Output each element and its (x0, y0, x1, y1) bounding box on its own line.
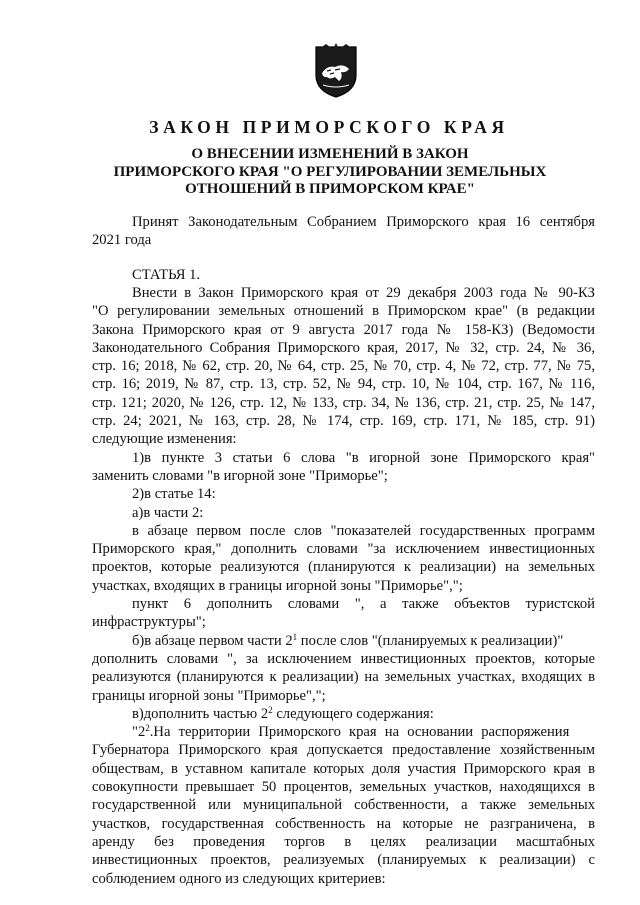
body-line: стр. 24; 2021, № 163, стр. 28, № 174, стр. 169, стр. 171, № 185, стр. 91) (92, 413, 595, 430)
body-line: 2)в статье 14: (132, 486, 216, 503)
body-line: государственной или муниципальной собственности, а также земельных (92, 797, 595, 814)
body-line: Губернатора Приморского края допускается предоставление хозяйственным (92, 742, 595, 759)
body-line: пункт 6 дополнить словами ", а также объектов туристской (132, 596, 595, 613)
body-line: а)в части 2: (132, 504, 204, 521)
body-line: инвестиционных проектов, реализуемых (планируемых к реализации) с (92, 852, 595, 869)
body-line: "О регулировании земельных отношений в Приморском крае" (в редакции (92, 303, 595, 320)
body-line: границы игорной зоны "Приморье","; (92, 687, 326, 704)
adoption-line: 2021 года (92, 232, 152, 249)
body-line: заменить словами "в игорной зоне "Приморье"; (92, 467, 388, 484)
body-line: 1)в пункте 3 статьи 6 слова "в игорной зоне Приморского края" (132, 449, 595, 466)
body-line: следующие изменения: (92, 431, 237, 448)
body-line (92, 723, 595, 741)
body-line: Приморского края," дополнить словами "за исключением инвестиционных (92, 541, 595, 558)
body-line (92, 705, 595, 723)
body-fragment: "2 (132, 724, 146, 741)
adoption-note (92, 213, 595, 250)
body-fragment: .На территории Приморского края на основании распоряжения (149, 724, 570, 741)
article-body (92, 284, 595, 888)
superscript: 2 (268, 704, 273, 715)
body-line: дополнить словами ", за исключением инвестиционных проектов, которые (92, 650, 595, 667)
body-line (92, 632, 595, 650)
body-line: в абзаце первом после слов "показателей государственных программ (132, 522, 595, 539)
body-line: стр. 16; 2018, № 62, стр. 20, № 64, стр. 25, № 70, стр. 4, № 72, стр. 77, № 75, (92, 358, 595, 375)
body-line: Закона Приморского края от 9 августа 2017 года № 158-КЗ) (Ведомости (92, 321, 595, 338)
body-fragment: следующего содержания: (276, 705, 434, 722)
body-line: проектов, которые реализуются (планируются к реализации) на земельных (92, 559, 595, 576)
superscript: 2 (145, 723, 150, 734)
article-heading-block (92, 266, 595, 284)
body-line: соблюдением одного из следующих критериев: (92, 870, 386, 887)
subtitle-line: ПРИМОРСКОГО КРАЯ "О РЕГУЛИРОВАНИИ ЗЕМЕЛЬНЫХ (113, 163, 547, 180)
body-line: обществам, в уставном капитале которых доля участия Приморского края в (92, 760, 595, 777)
body-line: стр. 121; 2020, № 126, стр. 12, № 133, стр. 34, № 136, стр. 21, стр. 25, № 147, (92, 394, 595, 411)
body-line: стр. 16; 2019, № 87, стр. 13, стр. 52, № 94, стр. 10, № 104, стр. 167, № 116, (92, 376, 595, 393)
subtitle-line: О ВНЕСЕНИИ ИЗМЕНЕНИЙ В ЗАКОН (191, 146, 469, 162)
body-fragment: после слов "(планируемых к реализации)" (300, 632, 564, 649)
body-line: участков, государственная собственность на которые не разграничена, в (92, 815, 595, 832)
body-line: аренду без проведения торгов в целях реализации масштабных (92, 833, 595, 850)
body-line: инфраструктуры"; (92, 614, 206, 631)
body-line: участках, входящих в границы игорной зоны "Приморье","; (92, 577, 463, 594)
adoption-line: Принят Законодательным Собранием Приморского края 16 сентября (132, 214, 595, 230)
body-fragment: в)дополнить частью 2 (132, 705, 269, 722)
subtitle-line: ОТНОШЕНИЙ В ПРИМОРСКОМ КРАЕ" (185, 181, 475, 197)
coat-of-arms-icon (313, 43, 359, 99)
document-subtitle (110, 146, 550, 199)
document-title: ЗАКОН ПРИМОРСКОГО КРАЯ (149, 117, 509, 137)
body-line: совокупности превышает 50 процентов, земельных участков, находящихся в (92, 779, 595, 796)
body-line: Законодательного Собрания Приморского края, 2017, № 32, стр. 24, № 36, (92, 339, 595, 356)
body-fragment: б)в абзаце первом части 2 (132, 632, 293, 649)
article-heading: СТАТЬЯ 1. (132, 267, 201, 283)
body-line: реализуются (планируются к реализации) на земельных участках, входящих в (92, 669, 595, 686)
superscript: 1 (292, 631, 298, 642)
body-line: Внести в Закон Приморского края от 29 декабря 2003 года № 90-КЗ (132, 285, 595, 301)
